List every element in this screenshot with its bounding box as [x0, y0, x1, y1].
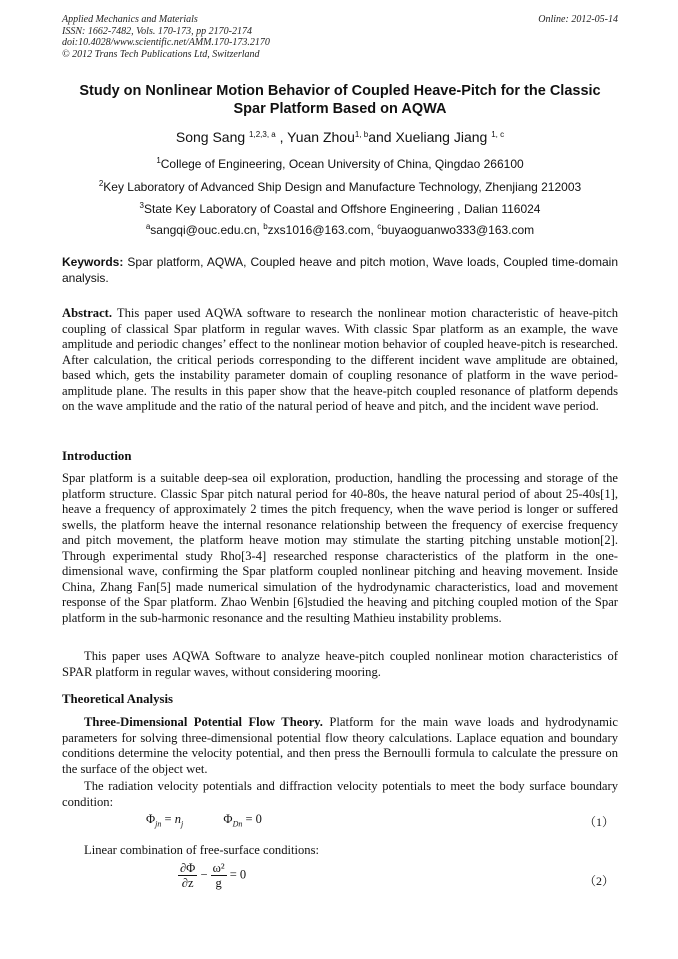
- keywords-label: Keywords:: [62, 255, 124, 269]
- eq-subscript: Dn: [232, 819, 243, 829]
- equation-1: [146, 812, 262, 829]
- abstract-label: Abstract.: [62, 306, 113, 320]
- affiliation-text: State Key Laboratory of Coastal and Offshore Engineering , Dalian 116024: [143, 202, 541, 216]
- equation-number-1: （1）: [584, 815, 615, 829]
- theory-paragraph-2: The radiation velocity potentials and diffraction velocity potentials to meet the body surface boundary condition:: [62, 779, 618, 809]
- keywords: [62, 255, 618, 286]
- equation-2: [178, 861, 246, 890]
- journal-name: Applied Mechanics and Materials: [62, 14, 198, 25]
- fraction-denominator: ∂z: [181, 876, 194, 890]
- eq-operator: −: [200, 867, 208, 882]
- affiliation-sup: 3: [139, 201, 144, 210]
- eq-operator: = 0: [242, 812, 262, 826]
- author-line: [62, 128, 618, 146]
- eq-subscript: j: [180, 819, 184, 829]
- subsection-label: Three-Dimensional Potential Flow Theory.: [84, 715, 323, 729]
- copyright-line: © 2012 Trans Tech Publications Ltd, Switzerland: [62, 48, 260, 60]
- eq-symbol: Φ: [223, 812, 233, 826]
- abstract: [62, 306, 618, 415]
- affiliation-3: [62, 202, 618, 217]
- theory-text: Platform for the main wave loads and hydrodynamic parameters for solving three-dimensional potential flow theory calculations. Laplace equation and boundary conditions determine the velocity potential, and then press the Bernoulli formula to calculate the pressure on the surface of the object wet.: [62, 715, 618, 776]
- eq-symbol: n: [174, 812, 181, 826]
- email-sup: b: [263, 222, 268, 231]
- doi-line: doi:10.4028/www.scientific.net/AMM.170-173.2170: [62, 37, 270, 48]
- author-sup: 1,2,3, a: [249, 130, 276, 139]
- equation-number-2: （2）: [584, 874, 615, 888]
- paper-title: Study on Nonlinear Motion Behavior of Coupled Heave-Pitch for the Classic Spar Platform Based on AQWA: [79, 83, 601, 117]
- online-date: Online: 2012-05-14: [538, 14, 618, 25]
- fraction-numerator: ω²: [212, 861, 225, 875]
- fraction-numerator: ∂Φ: [180, 861, 196, 875]
- eq-subscript: jn: [155, 819, 162, 829]
- theory-paragraph-3: Linear combination of free-surface conditions:: [84, 843, 319, 857]
- author-name: and Xueliang Jiang: [368, 129, 488, 145]
- affiliation-text: College of Engineering, Ocean University of China, Qingdao 266100: [160, 157, 524, 171]
- email-address: sangqi@ouc.edu.cn,: [150, 223, 264, 237]
- affiliation-2: [62, 180, 618, 195]
- theory-paragraph-1: [62, 715, 618, 777]
- author-sup: 1, c: [491, 130, 505, 139]
- email-sup: c: [377, 222, 382, 231]
- affiliation-sup: 2: [98, 179, 104, 188]
- introduction-paragraph-2: This paper uses AQWA Software to analyze heave-pitch coupled nonlinear motion characteristics of SPAR platform in regular waves, without considering mooring.: [62, 649, 618, 679]
- theory-heading: Theoretical Analysis: [62, 692, 174, 706]
- author-sup: 1, b: [354, 130, 369, 139]
- email-line: [62, 223, 618, 238]
- author-name: , Yuan Zhou: [279, 129, 355, 145]
- issn-line: ISSN: 1662-7482, Vols. 170-173, pp 2170-2174: [62, 25, 252, 37]
- introduction-heading: Introduction: [62, 449, 132, 463]
- author-name: Song Sang: [175, 129, 246, 145]
- affiliation-1: [62, 157, 618, 172]
- eq-operator: = 0: [229, 867, 247, 882]
- keywords-text: Spar platform, AQWA, Coupled heave and pitch motion, Wave loads, Coupled time-domain analysis.: [62, 255, 618, 285]
- email-sup: a: [145, 222, 151, 231]
- journal-header: [62, 14, 618, 60]
- email-address: zxs1016@163.com,: [267, 223, 378, 237]
- fraction: [178, 861, 197, 890]
- fraction: [211, 861, 227, 890]
- affiliation-sup: 1: [156, 156, 161, 165]
- abstract-text: This paper used AQWA software to research the nonlinear motion characteristic of heave-pitch coupling of classical Spar platform in regular waves. With classic Spar platform as an example, the wave amplitude and periodic changes’ effect to the nonlinear motion behavior of coupled heave-pitch is researched. After calculation, the critical periods corresponding to the different incident wave amplitude are obtained, based which, gets the instability parameter domain of coupling resonance of platform in the wave period-amplitude plane. The results in this paper show that the heave-pitch coupled resonance of platform depends on the wave amplitude and the ratio of the natural period of heave and pitch, and the incident wave period.: [62, 306, 618, 413]
- introduction-paragraph-1: Spar platform is a suitable deep-sea oil exploration, production, handling the processing and storage of the platform structure. Classic Spar pitch natural period for 40-80s, the heave natural period of about 25-40s[1], heave a frequency of approximately 2 times the pitch frequency, when the wave period is longer or suffered swells, the platform heave the internal resonance relationship between the frequency of exercise frequency and pitch movement, the platform heave motion may stimulate the starting pitching unstable motion[2]. Through experimental study Rho[3-4] researched response characteristics of the platform in the one-dimensional wave, confirming the Spar platform coupled nonlinear pitching and heaving movement. Inside China, Zhang Fan[5] made numerical simulation of the hydrodynamic characteristics, load and movement response of the Spar platform. Zhao Wenbin [6]studied the heaving and pitching coupled motion of the Spar platform in the sub-harmonic resonance and the resulting Mathieu instability problems.: [62, 471, 618, 625]
- fraction-denominator: g: [215, 876, 222, 890]
- eq-operator: =: [161, 812, 175, 826]
- email-address: buyaoguanwo333@163.com: [381, 223, 535, 237]
- affiliation-text: Key Laboratory of Advanced Ship Design and Manufacture Technology, Zhenjiang 212003: [103, 180, 582, 194]
- eq-symbol: Φ: [146, 812, 156, 826]
